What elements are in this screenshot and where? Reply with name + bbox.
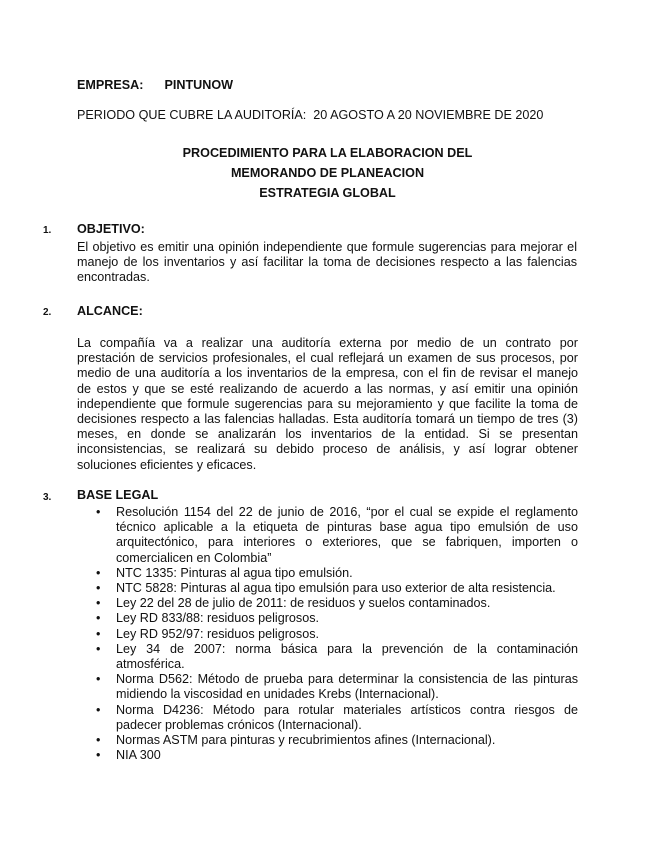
bullet-icon: •: [96, 702, 101, 717]
paragraph-line: El objetivo es emitir una opinión independiente que formule sugerencias para mejorar el: [77, 240, 577, 254]
paragraph-line: de estos y que se esté realizando de acuerdo a las normas, y así emitir una opinión: [77, 381, 578, 396]
list-item: [96, 642, 578, 672]
paragraph-line: inconsistencias, se realizará su debido proceso de análisis, y así lograr obtener: [77, 442, 578, 457]
bullet-icon: •: [96, 596, 101, 611]
list-item-line: Ley RD 833/88: residuos peligrosos.: [116, 611, 320, 626]
list-item: [96, 566, 578, 581]
list-item-line: padecer problemas crónicos (Internacional).: [116, 717, 362, 732]
section-number-1: 1.: [43, 225, 52, 236]
list-item-line: Resolución 1154 del 22 de junio de 2016, “por el cual se expide el reglamento: [116, 505, 578, 519]
paragraph-line: prestación de servicios profesionales, el cual reflejará un examen de sus procesos, por: [77, 351, 578, 366]
bullet-icon: •: [96, 581, 101, 596]
list-item-line: Ley RD 952/97: residuos peligrosos.: [116, 626, 320, 641]
list-item-line: Norma D4236: Método para rotular materiales artísticos contra riesgos de: [116, 702, 578, 717]
list-item-line: NTC 1335: Pinturas al agua tipo emulsión.: [116, 565, 353, 580]
section-number-2: 2.: [43, 307, 52, 318]
paragraph-line: medio de una auditoría a los inventarios de la empresa, con el fin de revisar el manejo: [77, 366, 578, 381]
empresa-label: EMPRESA:: [77, 78, 144, 92]
bullet-icon: •: [96, 611, 101, 626]
periodo-line: PERIODO QUE CUBRE LA AUDITORÍA: 20 AGOSTO A 20 NOVIEMBRE DE 2020: [77, 108, 544, 122]
section-heading-base-legal: BASE LEGAL: [77, 488, 159, 502]
list-item: [96, 733, 578, 748]
paragraph-line: manejo de los inventarios y así facilitar la toma de decisiones respecto a las falencias: [77, 255, 577, 270]
section-number-3: 3.: [43, 492, 52, 503]
list-item: [96, 596, 578, 611]
list-item-line: Normas ASTM para pinturas y recubrimientos afines (Internacional).: [116, 733, 496, 748]
list-item: [96, 748, 578, 763]
paragraph-line: meses, en donde se analizarán los inventarios de la entidad. Si se presentan: [77, 427, 578, 442]
paragraph-line: independiente que formule sugerencias para su mejoramiento y que facilite la toma de: [77, 396, 578, 411]
list-item: [96, 703, 578, 733]
list-item-line: Ley 34 de 2007: norma básica para la prevención de la contaminación: [116, 641, 578, 656]
bullet-icon: •: [96, 505, 101, 519]
paragraph-line: soluciones eficientes y eficaces.: [77, 457, 257, 472]
empresa-value: PINTUNOW: [164, 78, 234, 92]
bullet-icon: •: [96, 672, 101, 687]
section-heading-objetivo: OBJETIVO:: [77, 222, 145, 236]
list-item: [96, 627, 578, 642]
list-item: [96, 505, 578, 566]
empresa-line: [77, 78, 233, 93]
title-line-3: ESTRATEGIA GLOBAL: [259, 186, 396, 200]
bullet-icon: •: [96, 626, 101, 641]
list-item-line: técnico aplicable a la etiqueta de pinturas base agua tipo emulsión de uso: [116, 520, 578, 535]
paragraph-line: encontradas.: [77, 270, 150, 285]
bullet-icon: •: [96, 565, 101, 580]
bullet-icon: •: [96, 748, 101, 763]
paragraph-line: La compañía va a realizar una auditoría externa por medio de un contrato por: [77, 336, 578, 350]
objetivo-paragraph: [77, 240, 577, 286]
list-item-line: atmosférica.: [116, 657, 185, 672]
base-legal-list: [96, 505, 578, 763]
title-line-1: PROCEDIMIENTO PARA LA ELABORACION DEL: [182, 146, 473, 160]
section-heading-alcance: ALCANCE:: [77, 304, 143, 318]
list-item: [96, 611, 578, 626]
list-item-line: comercialicen en Colombia”: [116, 550, 272, 565]
list-item: [96, 581, 578, 596]
alcance-paragraph: [77, 336, 578, 473]
list-item-line: arquitectónico, para interiores o exteriores, que se fabriquen, importen o: [116, 535, 578, 550]
bullet-icon: •: [96, 641, 101, 656]
list-item-line: Norma D562: Método de prueba para determinar la consistencia de las pinturas: [116, 672, 578, 687]
paragraph-line: decisiones respecto a las falencias halladas. Esta auditoría tomará un tiempo de tres (3): [77, 412, 578, 427]
list-item-line: Ley 22 del 28 de julio de 2011: de residuos y suelos contaminados.: [116, 596, 491, 611]
list-item: [96, 672, 578, 702]
list-item-line: NTC 5828: Pinturas al agua tipo emulsión para uso exterior de alta resistencia.: [116, 581, 556, 596]
bullet-icon: •: [96, 733, 101, 748]
list-item-line: midiendo la viscosidad en unidades Krebs (Internacional).: [116, 687, 439, 702]
list-item-line: NIA 300: [116, 748, 161, 763]
title-line-2: MEMORANDO DE PLANEACION: [230, 166, 425, 180]
